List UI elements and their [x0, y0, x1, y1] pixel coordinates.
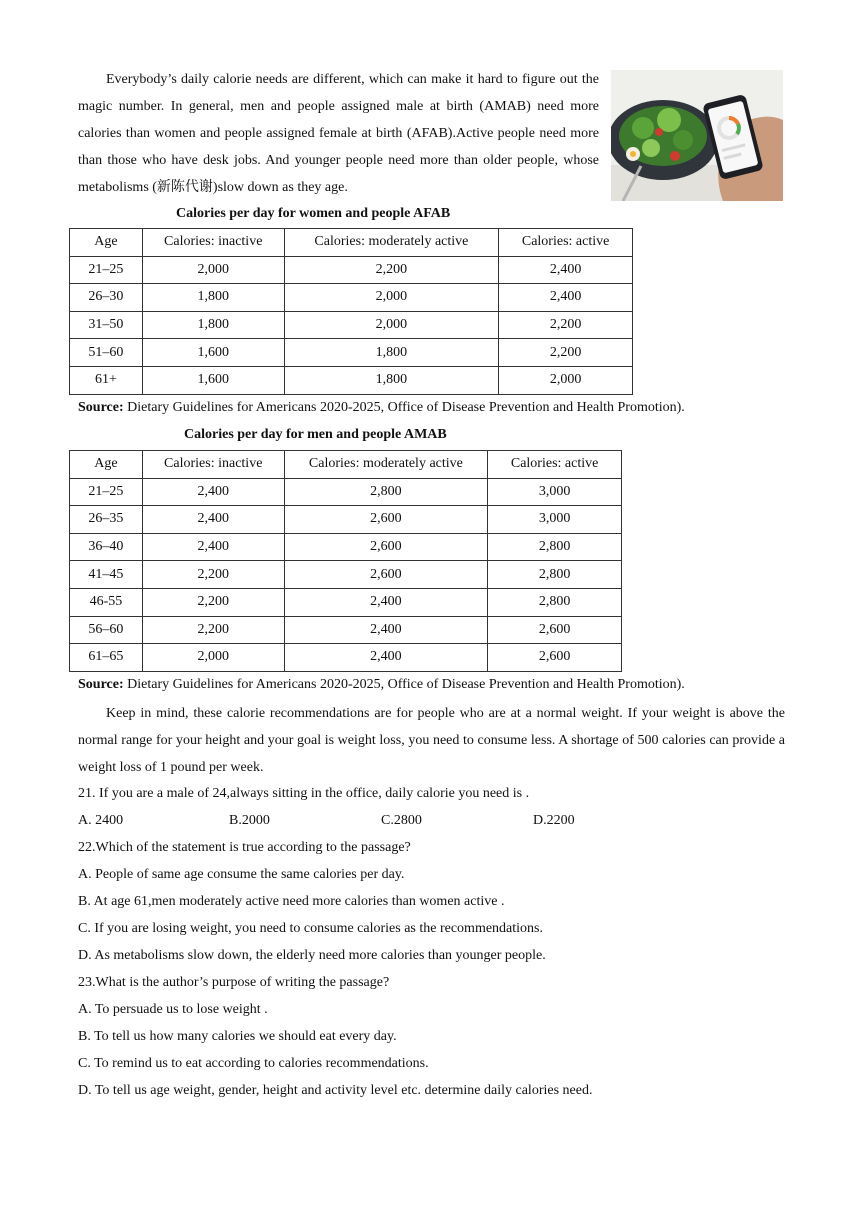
cell-inactive: 2,200: [142, 616, 284, 644]
cell-moderate: 2,400: [284, 616, 488, 644]
closing-paragraph: Keep in mind, these calorie recommendations are for people who are at a normal weight. If your weight is above the normal range for your height and your goal is weight loss, you need to consume less. A shortage of 500 calories can provide a weight loss of 1 pound per week.: [78, 706, 785, 775]
source-text: Dietary Guidelines for Americans 2020-2025, Office of Disease Prevention and Health Promotion).: [123, 677, 685, 692]
men-calorie-table: [69, 450, 622, 672]
table-row: [70, 506, 622, 534]
cell-age: 61+: [70, 366, 143, 394]
cell-inactive: 1,800: [142, 311, 284, 339]
cell-moderate: 2,400: [284, 588, 488, 616]
cell-active: 2,400: [499, 256, 633, 284]
question-23-stem: 23.What is the author’s purpose of writing the passage?: [78, 975, 390, 990]
q21-option-a: A. 2400: [78, 813, 124, 828]
table-row: [70, 644, 622, 672]
cell-age: 36–40: [70, 533, 143, 561]
header-age: Age: [70, 229, 143, 257]
cell-inactive: 2,000: [142, 256, 284, 284]
cell-age: 21–25: [70, 256, 143, 284]
cell-inactive: 1,600: [142, 366, 284, 394]
q23-option-a: A. To persuade us to lose weight .: [78, 1002, 268, 1017]
cell-active: 2,800: [488, 533, 622, 561]
cell-moderate: 2,200: [284, 256, 499, 284]
cell-age: 51–60: [70, 339, 143, 367]
header-moderately-active: Calories: moderately active: [284, 451, 488, 479]
cell-inactive: 2,000: [142, 644, 284, 672]
cell-age: 31–50: [70, 311, 143, 339]
header-active: Calories: active: [488, 451, 622, 479]
header-active: Calories: active: [499, 229, 633, 257]
cell-moderate: 2,000: [284, 311, 499, 339]
cell-inactive: 2,400: [142, 533, 284, 561]
men-table-source: [78, 677, 685, 693]
intro-paragraph: Everybody’s daily calorie needs are different, which can make it hard to figure out the magic number. In general, men and people assigned male at birth (AMAB) need more calories than women and people assigned female at birth (AFAB).Active people need more than those who have desk jobs. And younger people need more than older people, whose metabolisms (新陈代谢)slow down as they age.: [78, 72, 599, 195]
q22-option-d: D. As metabolisms slow down, the elderly need more calories than younger people.: [78, 948, 546, 963]
table-header-row: [70, 229, 633, 257]
cell-inactive: 1,600: [142, 339, 284, 367]
cell-age: 26–35: [70, 506, 143, 534]
women-table-source: [78, 400, 685, 416]
header-inactive: Calories: inactive: [142, 451, 284, 479]
table-row: [70, 284, 633, 312]
men-table-caption: Calories per day for men and people AMAB: [184, 427, 447, 442]
table-row: [70, 366, 633, 394]
question-22-stem: 22.Which of the statement is true according to the passage?: [78, 840, 411, 855]
cell-moderate: 2,800: [284, 478, 488, 506]
table-row: [70, 339, 633, 367]
q21-option-c: C.2800: [381, 813, 422, 828]
table-header-row: [70, 451, 622, 479]
table-row: [70, 478, 622, 506]
question-21-stem: 21. If you are a male of 24,always sitting in the office, daily calorie you need is .: [78, 786, 530, 801]
cell-inactive: 2,400: [142, 478, 284, 506]
table-row: [70, 533, 622, 561]
cell-inactive: 2,200: [142, 588, 284, 616]
cell-inactive: 1,800: [142, 284, 284, 312]
cell-age: 61–65: [70, 644, 143, 672]
source-label: Source:: [78, 400, 124, 415]
cell-moderate: 2,600: [284, 561, 488, 589]
cell-age: 26–30: [70, 284, 143, 312]
cell-active: 2,200: [499, 311, 633, 339]
cell-age: 46-55: [70, 588, 143, 616]
cell-inactive: 2,200: [142, 561, 284, 589]
q22-option-c: C. If you are losing weight, you need to consume calories as the recommendations.: [78, 921, 543, 936]
cell-moderate: 2,600: [284, 506, 488, 534]
cell-active: 2,600: [488, 644, 622, 672]
cell-moderate: 2,600: [284, 533, 488, 561]
cell-inactive: 2,400: [142, 506, 284, 534]
cell-age: 41–45: [70, 561, 143, 589]
salad-phone-photo: [611, 70, 783, 201]
header-moderately-active: Calories: moderately active: [284, 229, 499, 257]
header-age: Age: [70, 451, 143, 479]
cell-active: 3,000: [488, 478, 622, 506]
cell-age: 56–60: [70, 616, 143, 644]
table-row: [70, 311, 633, 339]
cell-active: 2,200: [499, 339, 633, 367]
q21-option-d: D.2200: [533, 813, 575, 828]
cell-active: 2,000: [499, 366, 633, 394]
women-calorie-table: [69, 228, 633, 395]
q23-option-d: D. To tell us age weight, gender, height and activity level etc. determine daily calories need.: [78, 1083, 593, 1098]
women-table-caption: Calories per day for women and people AFAB: [176, 206, 451, 221]
cell-active: 2,800: [488, 588, 622, 616]
cell-moderate: 1,800: [284, 366, 499, 394]
table-row: [70, 588, 622, 616]
cell-moderate: 1,800: [284, 339, 499, 367]
header-inactive: Calories: inactive: [142, 229, 284, 257]
cell-active: 2,600: [488, 616, 622, 644]
table-row: [70, 256, 633, 284]
source-text: Dietary Guidelines for Americans 2020-2025, Office of Disease Prevention and Health Promotion).: [123, 400, 685, 415]
photo-illustration: [611, 70, 783, 201]
cell-moderate: 2,000: [284, 284, 499, 312]
q23-option-c: C. To remind us to eat according to calories recommendations.: [78, 1056, 429, 1071]
cell-age: 21–25: [70, 478, 143, 506]
table-row: [70, 616, 622, 644]
cell-active: 2,400: [499, 284, 633, 312]
q21-option-b: B.2000: [229, 813, 270, 828]
q22-option-b: B. At age 61,men moderately active need more calories than women active .: [78, 894, 505, 909]
q22-option-a: A. People of same age consume the same calories per day.: [78, 867, 405, 882]
q23-option-b: B. To tell us how many calories we should eat every day.: [78, 1029, 397, 1044]
cell-moderate: 2,400: [284, 644, 488, 672]
source-label: Source:: [78, 677, 124, 692]
cell-active: 3,000: [488, 506, 622, 534]
cell-active: 2,800: [488, 561, 622, 589]
table-row: [70, 561, 622, 589]
